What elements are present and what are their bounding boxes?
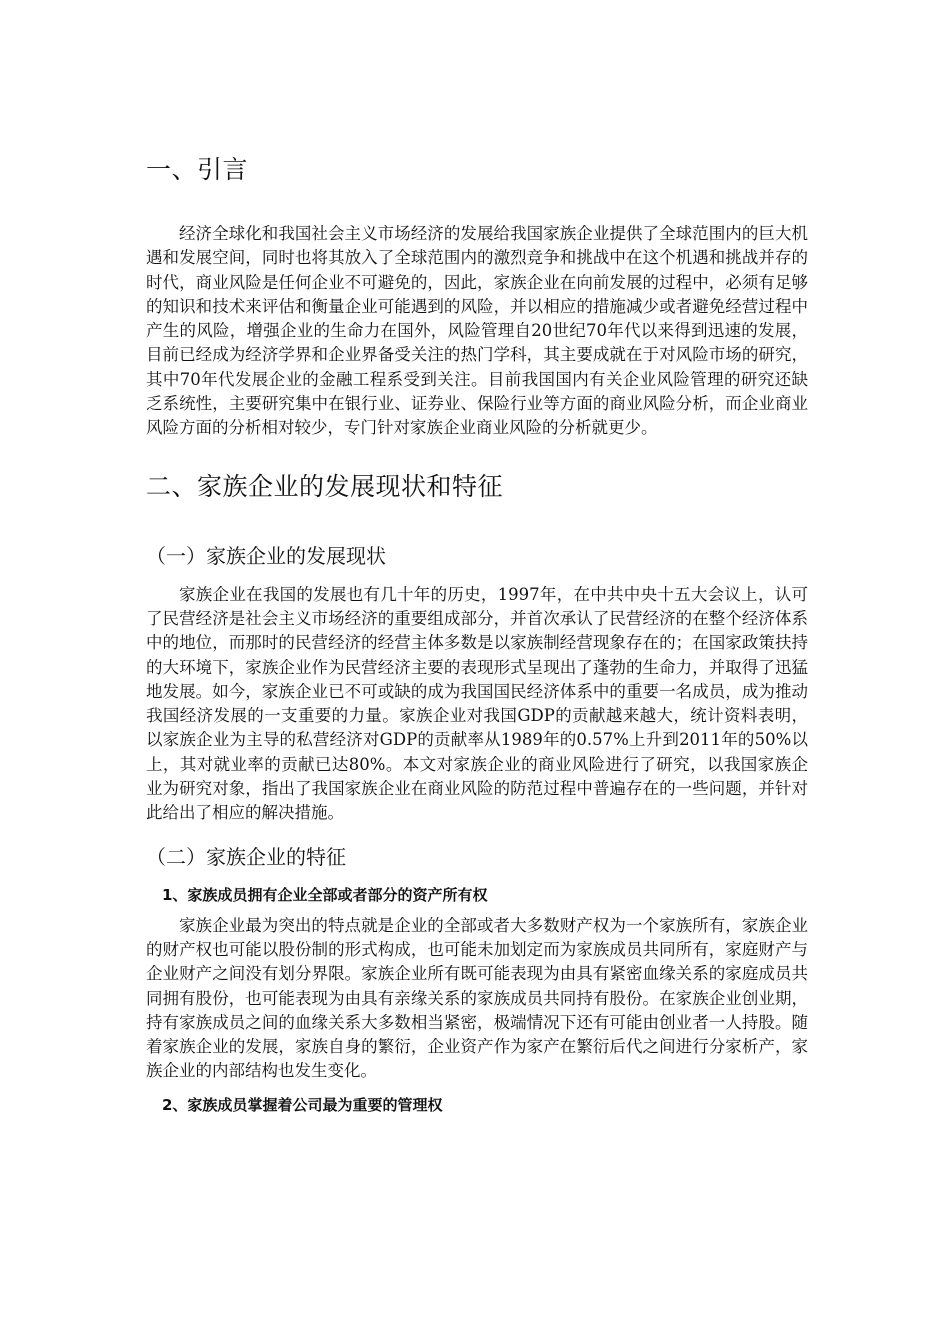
- paragraph-introduction: 经济全球化和我国社会主义市场经济的发展给我国家族企业提供了全球范围内的巨大机遇和发展空间，同时也将其放入了全球范围内的激烈竞争和挑战中在这个机遇和挑战并存的时代，商业风险是任何企业不可避免的，因此，家族企业在向前发展的过程中，必须有足够的知识和技术来评估和衡量企业可能遇到的风险，并以相应的措施减少或者避免经营过程中产生的风险，增强企业的生命力在国外，风险管理自20世纪70年代以来得到迅速的发展，目前已经成为经济学界和企业界备受关注的热门学科，其主要成就在于对风险市场的研究，其中70年代发展企业的金融工程系受到关注。目前我国国内有关企业风险管理的研究还缺乏系统性，主要研究集中在银行业、证券业、保险行业等方面的商业风险分析，而企业商业风险方面的分析相对较少，专门针对家族企业商业风险的分析就更少。: [146, 224, 808, 438]
- paragraph-ownership: 家族企业最为突出的特点就是企业的全部或者大多数财产权为一个家族所有，家族企业的财产权也可能以股份制的形式构成，也可能未加划定而为家族成员共同所有，家庭财产与企业财产之间没有划分界限。家族企业所有既可能表现为由具有紧密血缘关系的家庭成员共同拥有股份，也可能表现为由具有亲缘关系的家族成员共同持有股份。在家族企业创业期，持有家族成员之间的血缘关系大多数相当紧密，极端情况下还有可能由创业者一人持股。随着家族企业的发展，家族自身的繁衍，企业资产作为家产在繁衍后代之间进行分家析产，家族企业的内部结构也发生变化。: [146, 915, 808, 1081]
- heading-family-business-status-and-features: 二、家族企业的发展现状和特征: [146, 471, 504, 501]
- item-heading-ownership: 1、家族成员拥有企业全部或者部分的资产所有权: [162, 885, 488, 904]
- paragraph-development-status: 家族企业在我国的发展也有几十年的历史，1997年，在中共中央十五大会议上，认可了民营经济是社会主义市场经济的重要组成部分，并首次承认了民营经济的在整个经济体系中的地位，而那时的民营经济的经营主体多数是以家族制经营现象存在的；在国家政策扶持的大环境下，家族企业作为民营经济主要的表现形式呈现出了蓬勃的生命力，并取得了迅猛地发展。如今，家族企业已不可或缺的成为我国国民经济体系中的重要一名成员，成为推动我国经济发展的一支重要的力量。家族企业对我国GDP的贡献越来越大，统计资料表明，以家族企业为主导的私营经济对GDP的贡献率从1989年的0.57%上升到2011年的50%以上，其对就业率的贡献已达80%。本文对家族企业的商业风险进行了研究，以我国家族企业为研究对象，指出了我国家族企业在商业风险的防范过程中普遍存在的一些问题，并针对此给出了相应的解决措施。: [146, 584, 808, 823]
- subheading-development-status: （一）家族企业的发展现状: [146, 543, 386, 568]
- heading-introduction: 一、引言: [146, 155, 249, 184]
- subheading-features: （二）家族企业的特征: [146, 844, 346, 869]
- item-heading-management-control: 2、家族成员掌握着公司最为重要的管理权: [162, 1095, 443, 1114]
- document-body: [146, 152, 808, 1116]
